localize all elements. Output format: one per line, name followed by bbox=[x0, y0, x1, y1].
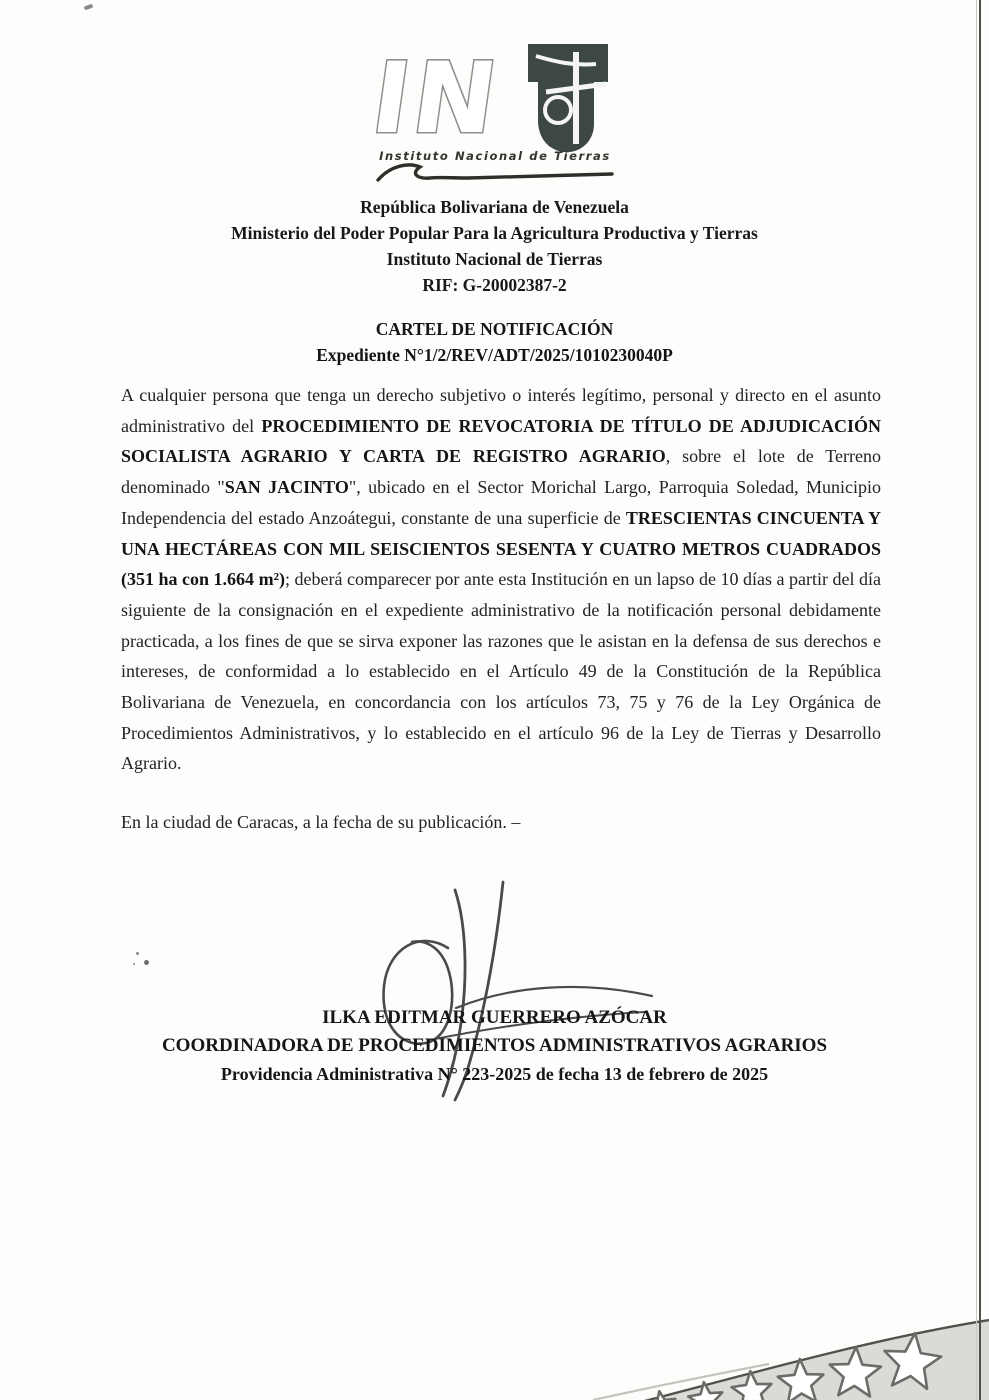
document-title: CARTEL DE NOTIFICACIÓN bbox=[375, 319, 614, 339]
inti-logo bbox=[360, 36, 630, 191]
signatory-role: COORDINADORA DE PROCEDIMIENTOS ADMINISTRATIVOS AGRARIOS bbox=[161, 1035, 828, 1056]
svg-text:IN: IN bbox=[364, 42, 508, 156]
logo-acronym bbox=[365, 42, 507, 155]
document-header bbox=[0, 194, 989, 298]
body-text-bold-run: SAN JACINTO bbox=[224, 477, 349, 498]
scan-speckle bbox=[144, 960, 149, 965]
closing-line: En la ciudad de Caracas, a la fecha de su publicación. – bbox=[121, 812, 521, 832]
body-text-run: ", ubicado en el Sector Morichal Largo, Parroquia Soledad, Municipio Independencia del estado Anzoátegui, constante de una superficie de bbox=[121, 477, 881, 528]
signatory-name: ILKA EDITMAR GUERRERO AZÓCAR bbox=[322, 1007, 667, 1028]
flag-stars-decoration bbox=[589, 1296, 989, 1400]
body-text-run: ; deberá comparecer por ante esta Institución en un lapso de 10 días a partir del día siguiente de la consignación en el expediente administrativo de la notificación personal debidamente practicada, a los fines de que se sirva exponer las razones que le asistan en la defensa de sus derechos e intereses, de conformidad a lo establecido en el Artículo 49 de la Constitución de la República Bolivariana de Venezuela, en concordancia con los artículos 73, 75 y 76 de la Ley Orgánica de Procedimientos Administrativos, y lo establecido en el artículo 96 de la Ley de Tierras y Desarrollo Agrario. bbox=[121, 569, 881, 774]
document-title-block bbox=[0, 316, 989, 368]
header-line-republic: República Bolivariana de Venezuela bbox=[360, 197, 629, 217]
header-line-ministry: Ministerio del Poder Popular Para la Agricultura Productiva y Tierras bbox=[231, 223, 758, 243]
body-text-run: A cualquier persona que tenga un derecho subjetivo o interés legítimo, personal y directo en el asunto administrativo del bbox=[121, 385, 881, 436]
scan-edge-shadow bbox=[976, 0, 977, 1400]
providencia-line: Providencia Administrativa N° 223-2025 de fecha 13 de febrero de 2025 bbox=[220, 1064, 769, 1084]
body-text-bold-run: TRESCIENTAS CINCUENTA Y UNA HECTÁREAS CON MIL SEISCIENTOS SESENTA Y CUATRO METROS CUADRADOS (351 ha con 1.664 m²) bbox=[121, 507, 882, 590]
inti-logo-graphic bbox=[360, 36, 630, 186]
logo-swoosh-icon bbox=[378, 165, 612, 180]
body-text-run: , sobre el lote de Terreno denominado " bbox=[121, 446, 882, 498]
scan-speckle bbox=[84, 4, 94, 11]
logo-caption: Instituto Nacional de Tierras bbox=[378, 149, 611, 163]
scan-speckle bbox=[133, 963, 135, 965]
scan-edge-line bbox=[979, 0, 981, 1400]
expediente-number: Expediente N°1/2/REV/ADT/2025/1010230040P bbox=[316, 345, 673, 365]
body-paragraph bbox=[121, 380, 881, 779]
logo-emblem-icon bbox=[528, 44, 608, 152]
body-text-bold-run: PROCEDIMIENTO DE REVOCATORIA DE TÍTULO DE ADJUDICACIÓN SOCIALISTA AGRARIO Y CARTA DE REGISTRO AGRARIO bbox=[121, 415, 882, 467]
signature-block bbox=[0, 1004, 989, 1088]
header-line-rif: RIF: G-20002387-2 bbox=[422, 275, 567, 295]
scan-speckle bbox=[136, 952, 139, 955]
header-line-institute: Instituto Nacional de Tierras bbox=[386, 249, 603, 269]
